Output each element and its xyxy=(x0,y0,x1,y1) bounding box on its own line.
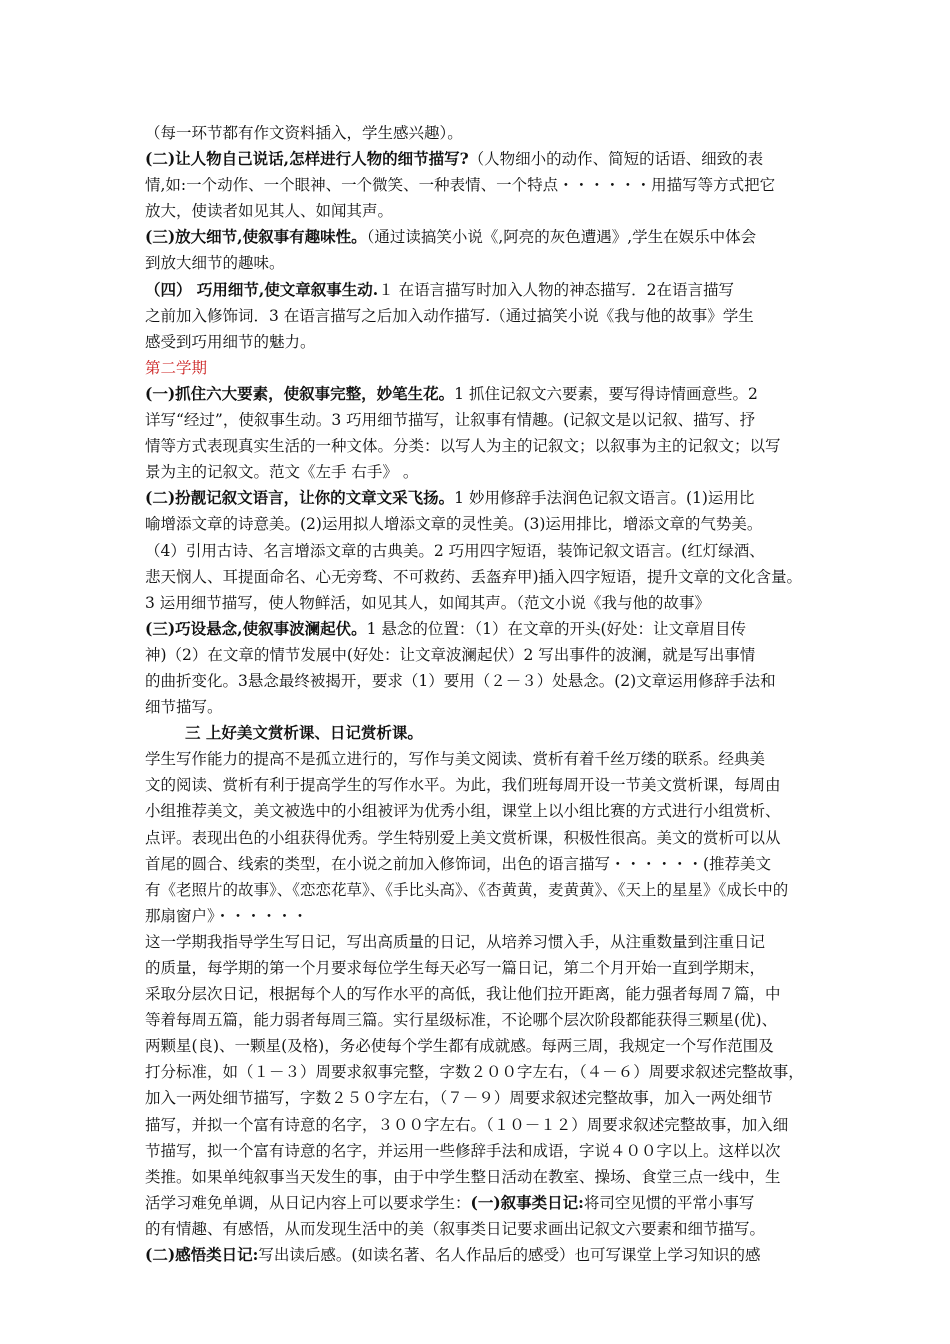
text-line xyxy=(145,538,813,564)
text-line xyxy=(145,1033,813,1059)
text-line xyxy=(145,485,813,511)
bold-heading: (二)感悟类日记: xyxy=(145,1245,259,1265)
text-line xyxy=(145,772,813,798)
text-line xyxy=(145,146,813,172)
text-line xyxy=(145,511,813,537)
line-text: 等着每周五篇，能力弱者每周三篇。实行星级标准，不论哪个层次阶段都能获得三颗星(优)、 xyxy=(145,1011,778,1030)
text-line xyxy=(145,1059,813,1085)
line-text: 打分标准，如（１－３）周要求叙事完整，字数２００字左右，（４－６）周要求叙述完整故事， xyxy=(145,1063,804,1082)
line-text: 那扇窗户》・・・・・・ xyxy=(145,906,308,925)
line-text: 1 妙用修辞手法润色记叙文语言。(1)运用比 xyxy=(454,489,755,508)
text-line xyxy=(145,694,813,720)
text-line xyxy=(145,955,813,981)
line-text: 两颗星(良)、一颗星(及格)，务必使每个学生都有成就感。每两三周，我规定一个写作范围及 xyxy=(145,1037,774,1056)
bold-heading: 三 上好美文赏析课、日记赏析课。 xyxy=(185,723,423,743)
line-text: 将司空见惯的平常小事写 xyxy=(583,1193,755,1212)
line-text: 节描写，拟一个富有诗意的名字，并运用一些修辞手法和成语，字说４００字以上。这样以次 xyxy=(145,1141,781,1160)
line-text: 小组推荐美文，美文被选中的小组被评为优秀小组，课堂上以小组比赛的方式进行小组赏析、 xyxy=(145,802,781,821)
text-line xyxy=(145,903,813,929)
line-text: 3 运用细节描写，使人物鲜活，如见其人，如闻其声。（范文小说《我与他的故事》 xyxy=(145,593,711,612)
text-line xyxy=(145,1216,813,1242)
text-line xyxy=(145,1164,813,1190)
line-text: （4）引用古诗、名言增添文章的古典美。2 巧用四字短语，装饰记叙文语言。(红灯绿酒、 xyxy=(145,541,765,560)
text-line xyxy=(145,303,813,329)
text-line xyxy=(145,1242,813,1268)
text-line xyxy=(145,224,813,250)
line-text: （通过读搞笑小说《,阿亮的灰色遭遇》,学生在娱乐中体会 xyxy=(366,228,757,247)
text-line xyxy=(145,746,813,772)
bold-heading: (三)放大细节,使叙事有趣味性。 xyxy=(145,227,367,247)
line-text: 神)（2）在文章的情节发展中(好处：让文章波澜起伏）2 写出事件的波澜，就是写出事情 xyxy=(145,645,756,664)
text-line xyxy=(145,172,813,198)
line-text: 细节描写。 xyxy=(145,698,223,717)
text-line xyxy=(145,277,813,303)
text-line xyxy=(145,877,813,903)
line-text: 1 悬念的位置：（1）在文章的开头(好处：让文章眉目传 xyxy=(366,619,747,638)
text-line xyxy=(145,198,813,224)
line-text: 情,如:一个动作、一个眼神、一个微笑、一种表情、一个特点・・・・・・用描写等方式把它 xyxy=(145,176,776,195)
text-line xyxy=(145,642,813,668)
line-text: （人物细小的动作、简短的话语、细致的表 xyxy=(468,150,764,169)
line-text: 到放大细节的趣味。 xyxy=(145,254,285,273)
line-text: 点评。表现出色的小组获得优秀。学生特别爱上美文赏析课，积极性很高。美文的赏析可以从 xyxy=(145,828,781,847)
line-text: 情等方式表现真实生活的一种文体。分类：以写人为主的记叙文；以叙事为主的记叙文；以写 xyxy=(145,437,781,456)
line-text: 类推。如果单纯叙事当天发生的事，由于中学生整日活动在教室、操场、食堂三点一线中，生 xyxy=(145,1167,781,1186)
text-line xyxy=(145,407,813,433)
line-text: 写出读后感。(如读名著、名人作品后的感受）也可写课堂上学习知识的感 xyxy=(258,1246,761,1265)
line-text: １ 在语言描写时加入人物的神态描写．2在语言描写 xyxy=(378,280,734,299)
line-text: 景为主的记叙文。范文《左手 右手》 。 xyxy=(145,463,419,482)
line-text: 的曲折变化。3悬念最终被揭开，要求（1）要用（２－３）处悬念。(2)文章运用修辞手法和 xyxy=(145,671,776,690)
text-line xyxy=(145,720,813,746)
text-line xyxy=(145,668,813,694)
text-line xyxy=(145,355,813,381)
text-line xyxy=(145,590,813,616)
text-line xyxy=(145,851,813,877)
line-text: 1 抓住记叙文六要素，要写得诗情画意些。2 xyxy=(454,384,758,403)
section-heading: 第二学期 xyxy=(145,358,208,377)
line-text: 学生写作能力的提高不是孤立进行的，写作与美文阅读、赏析有着千丝万缕的联系。经典美 xyxy=(145,750,766,769)
bold-heading: (二)扮靓记叙文语言，让你的文章文采飞扬。 xyxy=(145,488,455,508)
text-line xyxy=(145,1112,813,1138)
line-text: 喻增添文章的诗意美。(2)运用拟人增添文章的灵性美。(3)运用排比，增添文章的气势美。 xyxy=(145,515,763,534)
text-line xyxy=(145,250,813,276)
line-text: 详写“经过”，使叙事生动。3 巧用细节描写，让叙事有情趣。(记叙文是以记叙、描写、抒 xyxy=(145,411,756,430)
line-text: （每一环节都有作文资料插入，学生感兴趣）。 xyxy=(145,124,463,142)
text-line xyxy=(145,798,813,824)
line-text: 首尾的圆合、线索的类型，在小说之前加入修饰词，出色的语言描写・・・・・・(推荐美文 xyxy=(145,854,772,873)
text-line xyxy=(145,1085,813,1111)
text-line xyxy=(145,825,813,851)
text-line xyxy=(145,564,813,590)
bold-heading: (一)叙事类日记: xyxy=(470,1192,584,1212)
bold-heading: （四） 巧用细节,使文章叙事生动. xyxy=(145,279,379,299)
text-line xyxy=(145,433,813,459)
text-line xyxy=(145,1138,813,1164)
line-text: 感受到巧用细节的魅力。 xyxy=(145,332,316,351)
line-text: 加入一两处细节描写，字数２５０字左右，（７－９）周要求叙述完整故事，加入一两处细节 xyxy=(145,1089,773,1108)
line-text: 有《老照片的故事》、《恋恋花草》、《手比头高》、《杏黄黄，麦黄黄》、《天上的星星》《成长中的 xyxy=(145,880,789,899)
line-text: 之前加入修饰词．3 在语言描写之后加入动作描写.（通过搞笑小说《我与他的故事》学生 xyxy=(145,306,754,325)
line-text: 描写，并拟一个富有诗意的名字，３００字左右。（１０－１２）周要求叙述完整故事，加入细 xyxy=(145,1115,789,1134)
text-line xyxy=(145,1007,813,1033)
line-text: 的质量，每学期的第一个月要求每位学生每天必写一篇日记，第二个月开始一直到学期末， xyxy=(145,959,766,977)
text-line xyxy=(145,981,813,1007)
line-text: 活学习难免单调，从日记内容上可以要求学生： xyxy=(145,1193,471,1212)
document-page xyxy=(145,120,813,1268)
bold-heading: (一)抓住六大要素，使叙事完整，妙笔生花。 xyxy=(145,383,455,403)
line-text: 的有情趣、有感悟，从而发现生活中的美（叙事类日记要求画出记叙文六要素和细节描写。 xyxy=(145,1219,766,1238)
line-text: 这一学期我指导学生写日记，写出高质量的日记，从培养习惯入手，从注重数量到注重日记 xyxy=(145,932,766,951)
text-line xyxy=(145,459,813,485)
text-line xyxy=(145,381,813,407)
bold-heading: (三)巧设悬念,使叙事波澜起伏。 xyxy=(145,618,367,638)
text-line xyxy=(145,1190,813,1216)
text-line xyxy=(145,929,813,955)
line-text: 悲天悯人、耳提面命名、心无旁骛、不可救药、丢盔弃甲)插入四字短语，提升文章的文化含量。 xyxy=(145,567,803,586)
line-text: 文的阅读、赏析有利于提高学生的写作水平。为此，我们班每周开设一节美文赏析课，每周由 xyxy=(145,776,781,795)
text-line xyxy=(145,329,813,355)
bold-heading: (二)让人物自己说话,怎样进行人物的细节描写? xyxy=(145,149,469,169)
text-line xyxy=(145,120,813,146)
text-line xyxy=(145,616,813,642)
line-text: 采取分层次日记，根据每个人的写作水平的高低，我让他们拉开距离，能力强者每周７篇，中 xyxy=(145,985,781,1004)
line-text: 放大，使读者如见其人、如闻其声。 xyxy=(145,202,394,221)
